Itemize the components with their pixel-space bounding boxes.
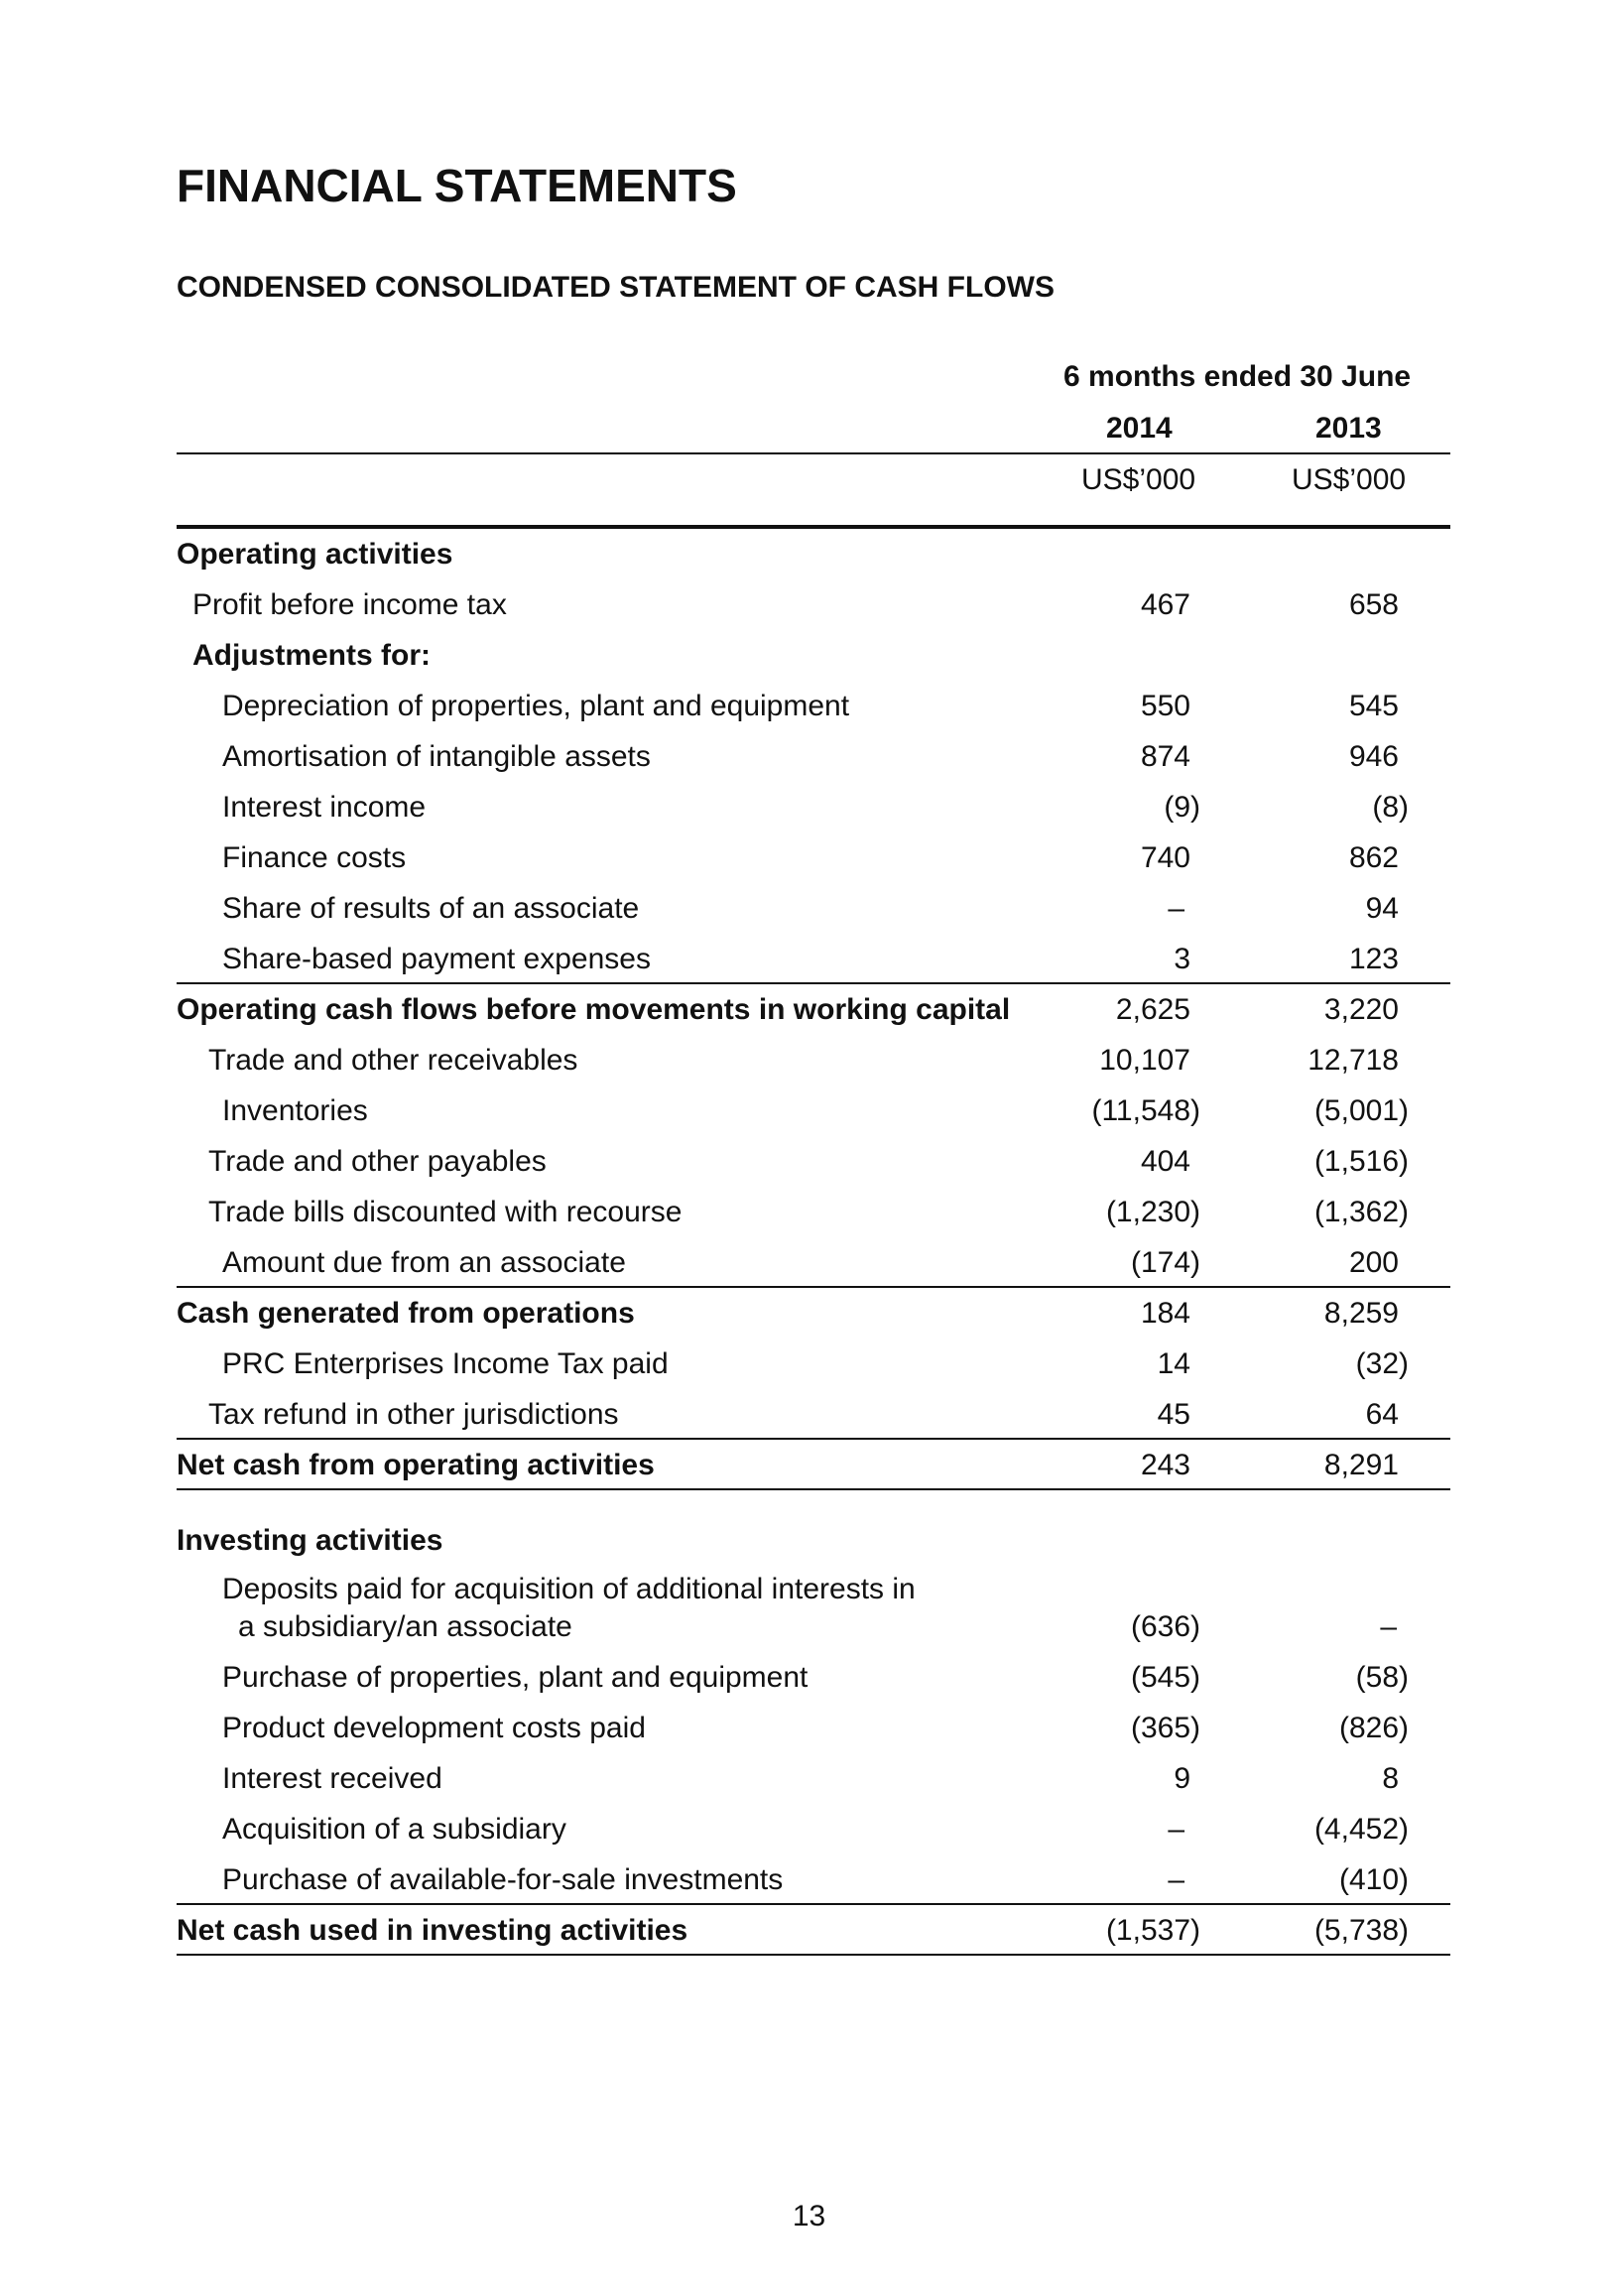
row-label: Acquisition of a subsidiary bbox=[222, 1813, 566, 1846]
row-label: Profit before income tax bbox=[192, 588, 507, 621]
row-label: Share of results of an associate bbox=[222, 892, 640, 925]
value-2013: (410) bbox=[1338, 1863, 1409, 1896]
total-top-rule bbox=[177, 1903, 1450, 1905]
row-label: Share-based payment expenses bbox=[222, 943, 651, 975]
value-2013: 200 bbox=[1348, 1246, 1399, 1279]
value-2013: 545 bbox=[1348, 690, 1399, 722]
row-label: Net cash used in investing activities bbox=[177, 1914, 688, 1947]
unit-2013-header: US$’000 bbox=[1292, 463, 1407, 496]
value-2014: 740 bbox=[1140, 841, 1190, 874]
value-2014: (9) bbox=[1164, 791, 1200, 824]
value-2013: 3,220 bbox=[1323, 993, 1399, 1026]
row-label: Product development costs paid bbox=[222, 1712, 646, 1744]
value-2013: 8,259 bbox=[1323, 1297, 1399, 1330]
row-label: Net cash from operating activities bbox=[177, 1449, 655, 1481]
subtotal-rule bbox=[177, 982, 1450, 984]
subtotal-rule bbox=[177, 1286, 1450, 1288]
row-label: Inventories bbox=[222, 1094, 368, 1127]
value-2014: – bbox=[1168, 1863, 1184, 1896]
value-2014: 10,107 bbox=[1099, 1044, 1190, 1077]
year-2013-header: 2013 bbox=[1315, 412, 1382, 445]
row-label: Finance costs bbox=[222, 841, 407, 874]
row-label: Trade and other receivables bbox=[208, 1044, 578, 1077]
row-label: Cash generated from operations bbox=[177, 1297, 635, 1330]
value-2013: (32) bbox=[1355, 1347, 1409, 1380]
row-label: Adjustments for: bbox=[192, 639, 431, 672]
row-label: Operating activities bbox=[177, 538, 453, 571]
value-2013: (4,452) bbox=[1313, 1813, 1409, 1846]
row-label: Amount due from an associate bbox=[222, 1246, 626, 1279]
value-2013: 8,291 bbox=[1323, 1449, 1399, 1481]
value-2013: 64 bbox=[1365, 1398, 1399, 1431]
value-2014: 467 bbox=[1140, 588, 1190, 621]
row-label: Trade bills discounted with recourse bbox=[208, 1196, 683, 1228]
total-bottom-rule bbox=[177, 1488, 1450, 1490]
value-2013: 8 bbox=[1382, 1762, 1399, 1795]
value-2014: 184 bbox=[1140, 1297, 1190, 1330]
statement-title: CONDENSED CONSOLIDATED STATEMENT OF CASH FLOWS bbox=[177, 271, 1055, 304]
value-2013: 94 bbox=[1365, 892, 1399, 925]
value-2014: (11,548) bbox=[1091, 1094, 1200, 1127]
unit-2014-header: US$’000 bbox=[1081, 463, 1196, 496]
row-label: Deposits paid for acquisition of additional interests in bbox=[222, 1573, 916, 1605]
row-label: Tax refund in other jurisdictions bbox=[208, 1398, 619, 1431]
value-2014: 14 bbox=[1157, 1347, 1190, 1380]
row-label-continuation: a subsidiary/an associate bbox=[238, 1610, 572, 1643]
row-label: Purchase of properties, plant and equipment bbox=[222, 1661, 809, 1694]
period-header: 6 months ended 30 June bbox=[1063, 360, 1412, 393]
value-2014: 3 bbox=[1174, 943, 1190, 975]
value-2013: (1,516) bbox=[1313, 1145, 1409, 1178]
value-2014: (1,230) bbox=[1105, 1196, 1200, 1228]
value-2013: 946 bbox=[1348, 740, 1399, 773]
value-2014: 243 bbox=[1140, 1449, 1190, 1481]
value-2014: – bbox=[1168, 1813, 1184, 1846]
value-2013: 12,718 bbox=[1307, 1044, 1399, 1077]
page-number: 13 bbox=[792, 2200, 826, 2232]
row-label: Depreciation of properties, plant and equipment bbox=[222, 690, 850, 722]
row-label: Purchase of available-for-sale investments bbox=[222, 1863, 784, 1896]
value-2014: 45 bbox=[1157, 1398, 1190, 1431]
value-2013: (58) bbox=[1355, 1661, 1409, 1694]
value-2013: 862 bbox=[1348, 841, 1399, 874]
value-2013: (1,362) bbox=[1313, 1196, 1409, 1228]
total-bottom-rule bbox=[177, 1954, 1450, 1956]
value-2014: (545) bbox=[1130, 1661, 1200, 1694]
row-label: Interest income bbox=[222, 791, 427, 824]
value-2014: (1,537) bbox=[1105, 1914, 1200, 1947]
year-2014-header: 2014 bbox=[1106, 412, 1173, 445]
value-2013: (5,001) bbox=[1313, 1094, 1409, 1127]
value-2013: (8) bbox=[1372, 791, 1409, 824]
value-2014: 2,625 bbox=[1115, 993, 1190, 1026]
value-2013: (5,738) bbox=[1313, 1914, 1409, 1947]
value-2013: 123 bbox=[1348, 943, 1399, 975]
value-2014: 874 bbox=[1140, 740, 1190, 773]
header-divider bbox=[177, 452, 1450, 454]
value-2014: 9 bbox=[1174, 1762, 1190, 1795]
value-2013: (826) bbox=[1338, 1712, 1409, 1744]
header-bottom-rule bbox=[177, 525, 1450, 529]
page-title: FINANCIAL STATEMENTS bbox=[177, 160, 737, 211]
value-2014: (365) bbox=[1130, 1712, 1200, 1744]
value-2014: (636) bbox=[1130, 1610, 1200, 1643]
row-label: Operating cash flows before movements in working capital bbox=[177, 993, 1011, 1026]
row-label: Interest received bbox=[222, 1762, 442, 1795]
row-label: PRC Enterprises Income Tax paid bbox=[222, 1347, 669, 1380]
value-2014: 550 bbox=[1140, 690, 1190, 722]
row-label: Amortisation of intangible assets bbox=[222, 740, 651, 773]
value-2014: 404 bbox=[1140, 1145, 1190, 1178]
value-2014: (174) bbox=[1130, 1246, 1200, 1279]
row-label: Trade and other payables bbox=[208, 1145, 547, 1178]
value-2014: – bbox=[1168, 892, 1184, 925]
total-top-rule bbox=[177, 1438, 1450, 1440]
value-2013: 658 bbox=[1348, 588, 1399, 621]
row-label: Investing activities bbox=[177, 1524, 443, 1557]
value-2013: – bbox=[1380, 1610, 1397, 1643]
